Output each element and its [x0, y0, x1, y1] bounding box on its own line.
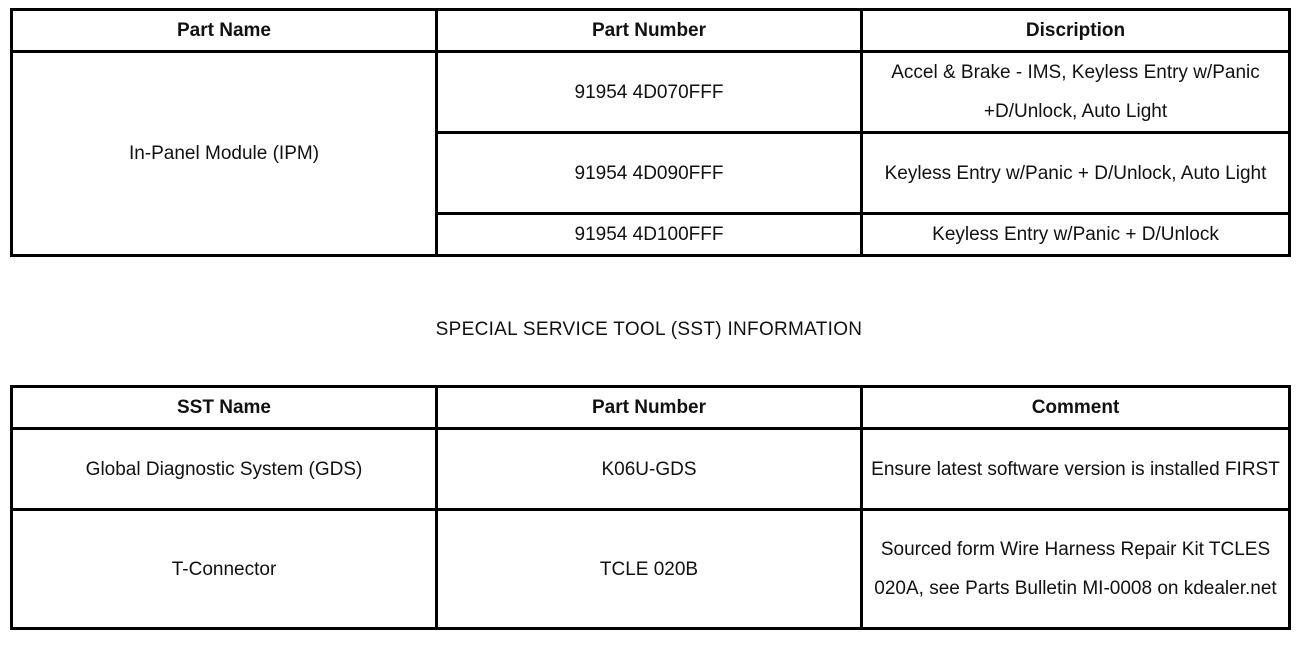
sst-name-cell: Global Diagnostic System (GDS) — [12, 429, 437, 510]
part-number-cell: 91954 4D090FFF — [437, 133, 862, 214]
description-cell: Keyless Entry w/Panic + D/Unlock, Auto Light — [862, 133, 1290, 214]
table-row — [12, 52, 1290, 133]
comment-cell: Sourced form Wire Harness Repair Kit TCLES 020A, see Parts Bulletin MI-0008 on kdealer.net — [862, 510, 1290, 629]
part-number-cell: TCLE 020B — [437, 510, 862, 629]
description-cell: Keyless Entry w/Panic + D/Unlock — [862, 214, 1290, 256]
sst-section-title: SPECIAL SERVICE TOOL (SST) INFORMATION — [435, 319, 863, 340]
header-part-name: Part Name — [12, 10, 437, 52]
header-part-number: Part Number — [437, 10, 862, 52]
description-cell: Accel & Brake - IMS, Keyless Entry w/Panic +D/Unlock, Auto Light — [862, 52, 1290, 133]
header-description: Discription — [862, 10, 1290, 52]
table-row — [12, 510, 1290, 629]
header-comment: Comment — [862, 387, 1290, 429]
parts-table — [10, 8, 1291, 257]
table-row — [12, 429, 1290, 510]
header-sst-name: SST Name — [12, 387, 437, 429]
part-number-cell: 91954 4D070FFF — [437, 52, 862, 133]
sst-name-cell: T-Connector — [12, 510, 437, 629]
sst-table — [10, 385, 1291, 630]
header-part-number: Part Number — [437, 387, 862, 429]
part-number-cell: K06U-GDS — [437, 429, 862, 510]
comment-cell: Ensure latest software version is installed FIRST — [862, 429, 1290, 510]
part-number-cell: 91954 4D100FFF — [437, 214, 862, 256]
part-name-cell: In-Panel Module (IPM) — [12, 52, 437, 256]
sst-table-header-row — [12, 387, 1290, 429]
parts-table-header-row — [12, 10, 1290, 52]
